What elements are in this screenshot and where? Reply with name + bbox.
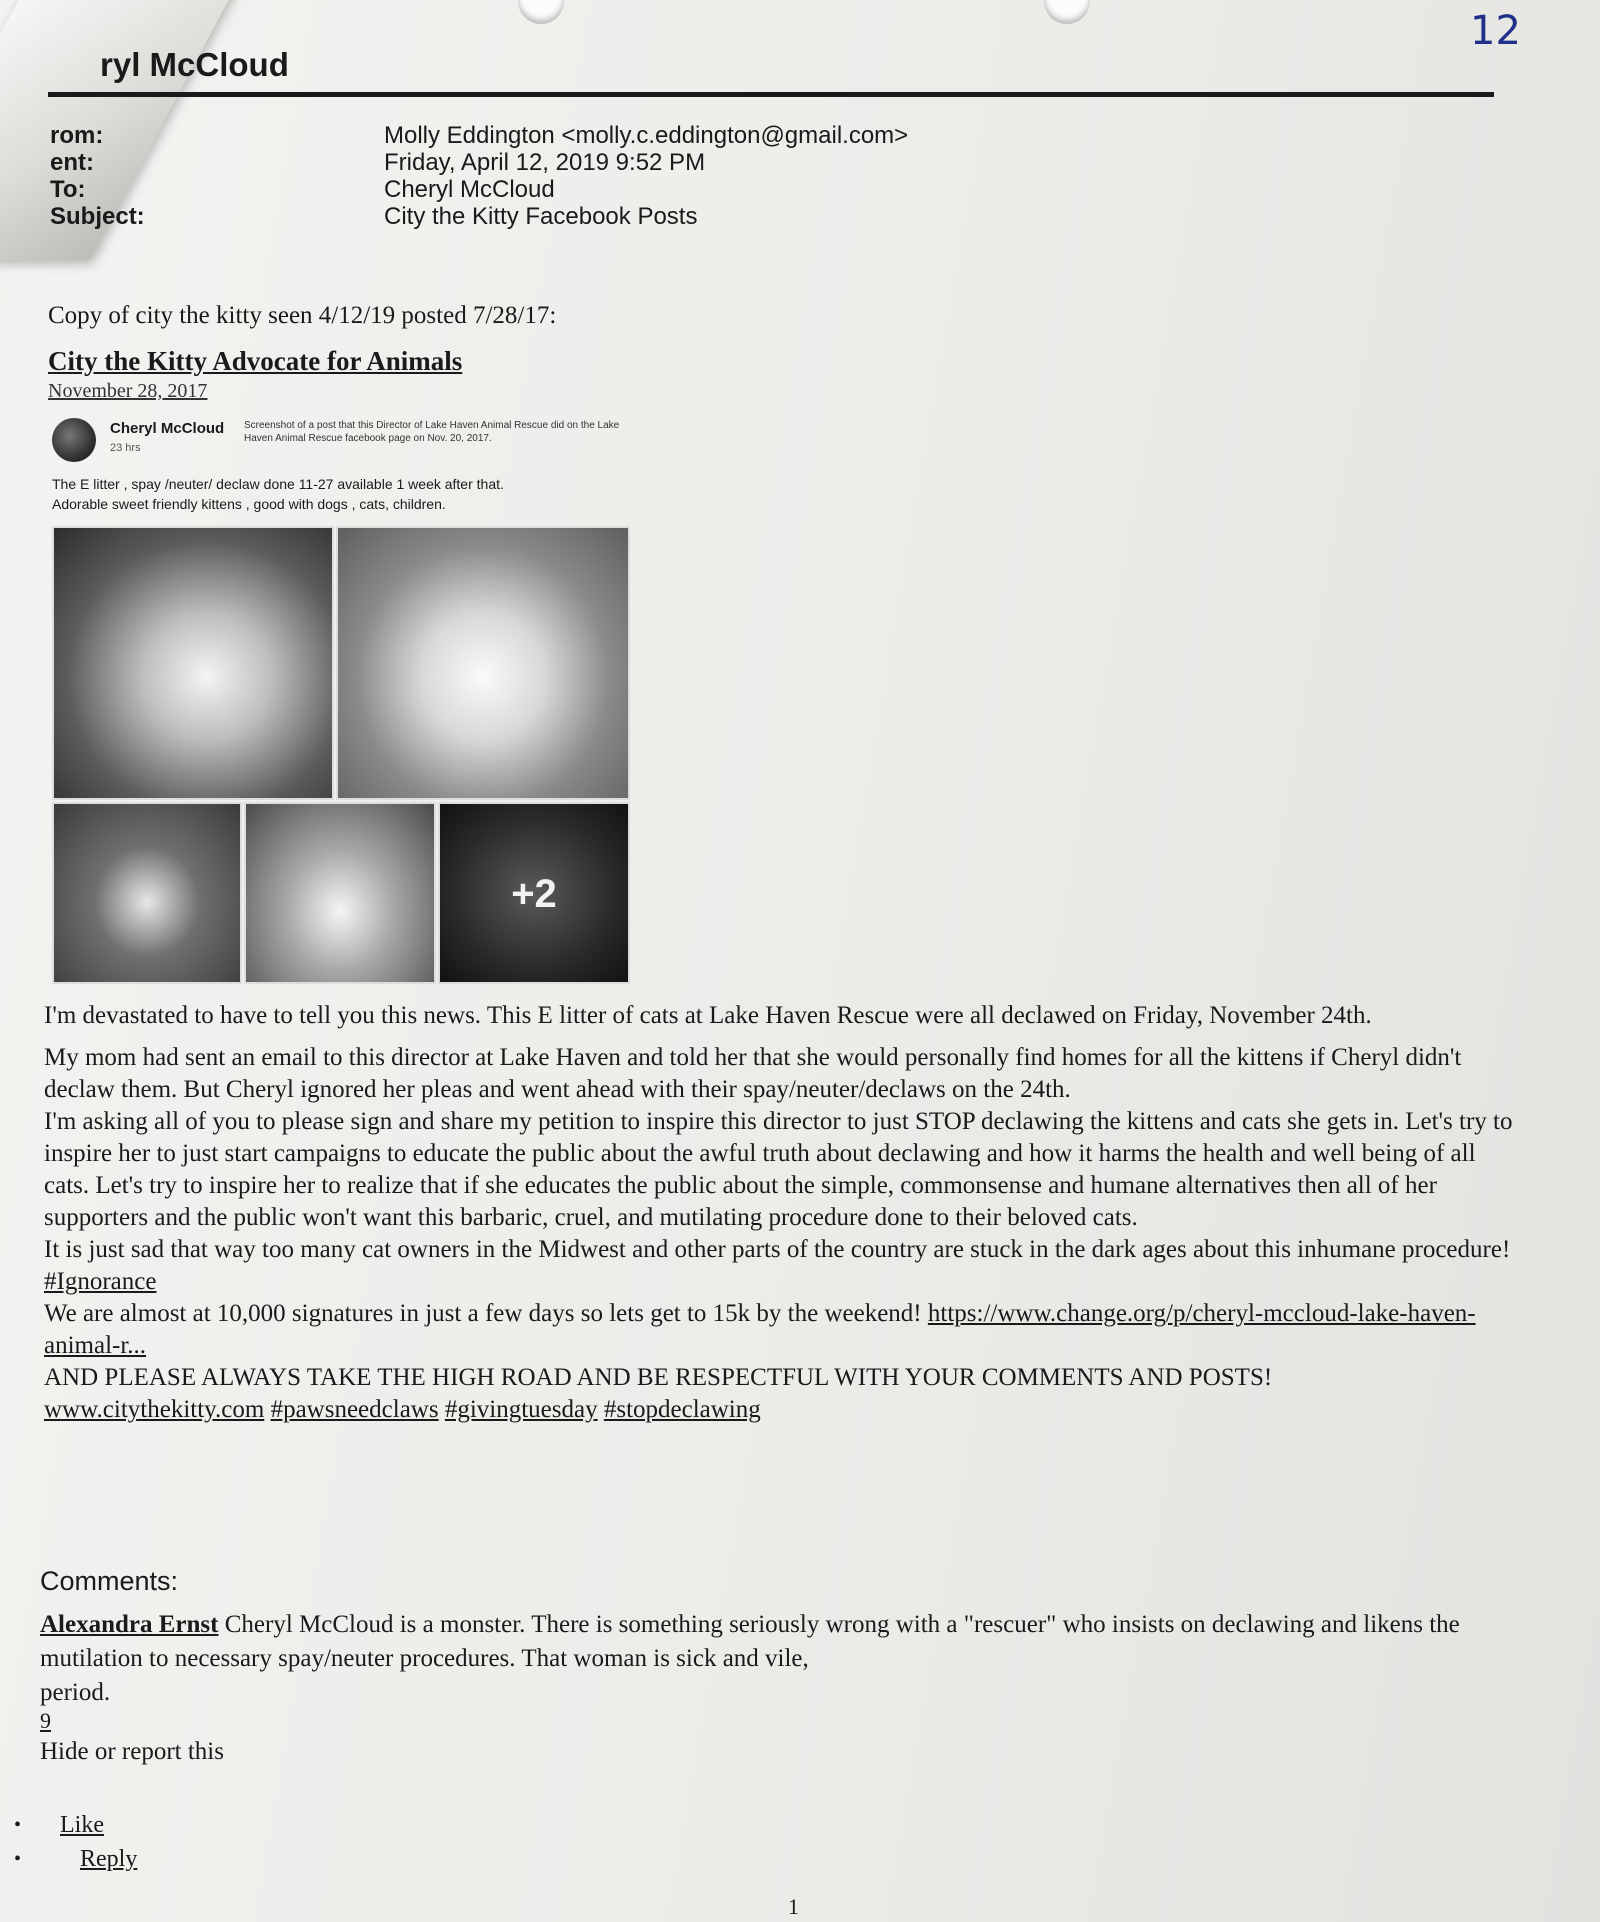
comments-heading: Comments:: [40, 1566, 179, 1596]
subject-value: City the Kitty Facebook Posts: [384, 203, 698, 230]
post-time: 23 hrs: [110, 442, 141, 454]
from-value: Molly Eddington <molly.c.eddington@gmail.com>: [384, 122, 909, 149]
website-link[interactable]: www.citythekitty.com: [44, 1396, 265, 1423]
comment-author-link[interactable]: Alexandra Ernst: [40, 1611, 219, 1638]
post-author: Cheryl McCloud: [110, 420, 225, 437]
kitten-photo: [52, 802, 242, 984]
to-row: [50, 176, 908, 203]
post-text-line: Adorable sweet friendly kittens , good with dogs , cats, children.: [52, 496, 446, 512]
petition-link[interactable]: https://www.change.org/p/cheryl-mccloud-lake-haven-animal-r...: [44, 1300, 1476, 1359]
punch-hole: [518, 0, 564, 24]
more-photos-count: +2: [511, 872, 557, 916]
handwritten-page-mark: 12: [1470, 8, 1521, 54]
hashtag-link[interactable]: #givingtuesday: [444, 1396, 598, 1423]
comment-text: Cheryl McCloud is a monster. There is something seriously wrong with a "rescuer" who insists on declawing and likens the mutilation to necessary spay/neuter procedures. That woman is sick and vile,: [40, 1611, 1460, 1672]
comment-text-end: period.: [40, 1679, 111, 1706]
mailbox-owner-name: ryl McCloud: [100, 46, 289, 83]
hide-or-report-link[interactable]: Hide or report this: [40, 1738, 224, 1765]
kitten-photo: [336, 526, 630, 800]
reply-link[interactable]: Reply: [80, 1846, 138, 1872]
to-value: Cheryl McCloud: [384, 176, 555, 203]
post-header: [52, 416, 632, 468]
post-date[interactable]: November 28, 2017: [48, 380, 208, 402]
like-link[interactable]: Like: [60, 1812, 104, 1838]
from-row: [50, 122, 908, 149]
body-paragraph: I'm asking all of you to please sign and share my petition to inspire this director to just STOP declawing the kittens and cats she gets in. Let's try to inspire her to just start campaigns to educate the public about the awful truth about declawing and how it harms the health and well being of all cats. Let's try to inspire her to realize that if she educates the public about the simple, commonsense and humane alternatives then all of her supporters and the public won't want this barbaric, cruel, and mutilating procedure done to their beloved cats.: [44, 1108, 1513, 1231]
kitten-photo: [52, 526, 334, 800]
list-item: [14, 1842, 137, 1876]
bullet-icon: •: [14, 1814, 22, 1836]
hashtag-link[interactable]: #pawsneedclaws: [270, 1396, 439, 1423]
bullet-icon: •: [14, 1848, 22, 1870]
body-text: We are almost at 10,000 signatures in just a few days so lets get to 15k by the weekend!: [44, 1300, 922, 1327]
link-line: [44, 1394, 1524, 1426]
sent-value: Friday, April 12, 2019 9:52 PM: [384, 149, 706, 176]
kitten-photo: [244, 802, 436, 984]
intro-line: Copy of city the kitty seen 4/12/19 posted 7/28/17:: [48, 302, 557, 329]
avatar: [52, 418, 96, 462]
comment-actions: [14, 1808, 137, 1876]
screenshot-caption: Screenshot of a post that this Director of Lake Haven Animal Rescue did on the Lake Haven Animal Rescue facebook page on Nov. 20, 2017.: [244, 420, 620, 444]
to-label: To:: [50, 176, 86, 203]
subject-row: [50, 203, 908, 230]
sent-label: ent:: [50, 149, 94, 176]
punch-hole: [1044, 0, 1090, 24]
embedded-facebook-post: [52, 416, 632, 514]
reaction-count[interactable]: 9: [40, 1708, 51, 1733]
from-label: rom:: [50, 122, 104, 149]
post-body: [44, 1000, 1524, 1426]
photo-grid: [52, 526, 630, 984]
header-rule: [48, 92, 1494, 97]
body-text: It is just sad that way too many cat owners in the Midwest and other parts of the country are stuck in the dark ages about this inhumane procedure!: [44, 1236, 1511, 1263]
comment: [40, 1608, 1520, 1710]
body-paragraph: AND PLEASE ALWAYS TAKE THE HIGH ROAD AND BE RESPECTFUL WITH YOUR COMMENTS AND POSTS!: [44, 1364, 1273, 1391]
email-headers: [50, 122, 908, 230]
subject-label: Subject:: [50, 203, 145, 230]
page-number: 1: [788, 1894, 799, 1919]
hashtag-link[interactable]: #Ignorance: [44, 1268, 157, 1295]
list-item: [14, 1808, 137, 1842]
body-paragraph: My mom had sent an email to this director at Lake Haven and told her that she would personally find homes for all the kittens if Cheryl didn't declaw them. But Cheryl ignored her pleas and went ahead with their spay/neuter/declaws on the 24th.: [44, 1044, 1462, 1103]
post-text-line: The E litter , spay /neuter/ declaw done 11-27 available 1 week after that.: [52, 476, 504, 492]
hashtag-link[interactable]: #stopdeclawing: [603, 1396, 761, 1423]
body-paragraph: [44, 1234, 1524, 1298]
facebook-page-link[interactable]: City the Kitty Advocate for Animals: [48, 346, 463, 376]
more-photos-tile[interactable]: [438, 802, 630, 984]
body-paragraph: I'm devastated to have to tell you this news. This E litter of cats at Lake Haven Rescue were all declawed on Friday, November 24th.: [44, 1002, 1372, 1029]
sent-row: [50, 149, 908, 176]
body-paragraph: [44, 1298, 1524, 1362]
post-text: [52, 474, 632, 514]
